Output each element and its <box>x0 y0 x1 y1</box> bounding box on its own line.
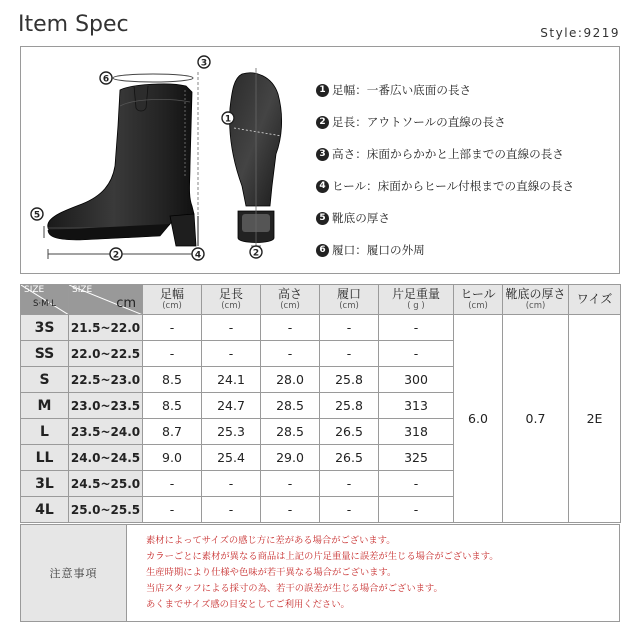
width-cell: - <box>143 341 202 367</box>
opening-cell: - <box>320 497 379 523</box>
note-line: カラーごとに素材が異なる商品は上記の片足重量に誤差が生じる場合がございます。 <box>146 551 499 562</box>
column-header: 足幅 (cm) <box>143 285 202 315</box>
height-cell: - <box>261 471 320 497</box>
weight-cell: - <box>379 497 454 523</box>
length-cell: - <box>202 341 261 367</box>
note-line: 素材によってサイズの感じ方に差がある場合がございます。 <box>146 535 396 546</box>
column-header: 片足重量 ( g ) <box>379 285 454 315</box>
length-cell: 25.3 <box>202 419 261 445</box>
size-cell: 3S <box>21 315 69 341</box>
wise-cell: 2E <box>569 315 621 523</box>
legend-item <box>316 106 636 138</box>
note-line: あくまでサイズ感の目安としてご利用ください。 <box>146 599 350 610</box>
callout-2-sole-label: 2 <box>252 248 260 259</box>
length-cell: 24.1 <box>202 367 261 393</box>
column-header: 靴底の厚さ (cm) <box>503 285 569 315</box>
length-cell: - <box>202 497 261 523</box>
length-cell: 24.7 <box>202 393 261 419</box>
table-row <box>21 315 621 341</box>
length-cell: - <box>202 315 261 341</box>
weight-cell: - <box>379 341 454 367</box>
opening-cell: - <box>320 315 379 341</box>
legend-item <box>316 234 636 266</box>
length-cell: - <box>202 471 261 497</box>
range-cell: 25.0~25.5 <box>69 497 143 523</box>
column-header: ワイズ <box>569 285 621 315</box>
weight-cell: - <box>379 471 454 497</box>
opening-cell: - <box>320 341 379 367</box>
sole-thickness-cell: 0.7 <box>503 315 569 523</box>
range-cell: 23.0~23.5 <box>69 393 143 419</box>
length-cell: 25.4 <box>202 445 261 471</box>
range-cell: 24.5~25.0 <box>69 471 143 497</box>
width-cell: 9.0 <box>143 445 202 471</box>
heel-cell: 6.0 <box>454 315 503 523</box>
range-cell: 22.5~23.0 <box>69 367 143 393</box>
weight-cell: 325 <box>379 445 454 471</box>
size-cell: M <box>21 393 69 419</box>
callout-6-label: 6 <box>102 74 110 85</box>
width-cell: - <box>143 471 202 497</box>
column-header: ヒール (cm) <box>454 285 503 315</box>
legend-item <box>316 138 636 170</box>
boot-illustration <box>20 46 320 274</box>
legend-text: 足長：アウトソールの直線の長さ <box>332 115 506 129</box>
opening-cell: - <box>320 471 379 497</box>
weight-cell: 313 <box>379 393 454 419</box>
notes-label: 注意事項 <box>21 525 127 621</box>
opening-cell: 25.8 <box>320 393 379 419</box>
page-title: Item Spec <box>18 12 129 37</box>
width-cell: - <box>143 315 202 341</box>
size-label-2: SIZE <box>72 285 93 295</box>
range-cell: 23.5~24.0 <box>69 419 143 445</box>
size-label: SIZE <box>24 285 45 295</box>
weight-cell: 318 <box>379 419 454 445</box>
callout-5-label: 5 <box>33 210 41 221</box>
legend-item <box>316 74 636 106</box>
measurement-legend <box>316 74 636 266</box>
notes-body <box>127 525 619 621</box>
range-cell: 22.0~22.5 <box>69 341 143 367</box>
width-cell: 8.5 <box>143 393 202 419</box>
boot-side-view <box>48 84 196 246</box>
height-cell: - <box>261 497 320 523</box>
number-badge-icon: 5 <box>316 212 329 225</box>
size-cm-header <box>69 285 143 315</box>
width-cell: 8.5 <box>143 367 202 393</box>
width-cell: 8.7 <box>143 419 202 445</box>
note-line: 当店スタッフによる採寸の為、若干の誤差が生じる場合がございます。 <box>146 583 443 594</box>
size-cell: SS <box>21 341 69 367</box>
legend-text: 靴底の厚さ <box>332 211 390 225</box>
size-cell: LL <box>21 445 69 471</box>
range-cell: 21.5~22.0 <box>69 315 143 341</box>
note-line: 生産時期により仕様や色味が若干異なる場合がございます。 <box>146 567 397 578</box>
size-sml-header <box>21 285 69 315</box>
opening-cell: 25.8 <box>320 367 379 393</box>
number-badge-icon: 4 <box>316 180 329 193</box>
width-cell: - <box>143 497 202 523</box>
height-cell: 28.5 <box>261 419 320 445</box>
callout-2-side-label: 2 <box>112 250 120 261</box>
column-header: 足長 (cm) <box>202 285 261 315</box>
column-header: 履口 (cm) <box>320 285 379 315</box>
height-cell: 28.5 <box>261 393 320 419</box>
height-cell: - <box>261 315 320 341</box>
size-cell: L <box>21 419 69 445</box>
height-cell: - <box>261 341 320 367</box>
height-cell: 29.0 <box>261 445 320 471</box>
style-number: Style:9219 <box>540 26 620 40</box>
range-cell: 24.0~24.5 <box>69 445 143 471</box>
size-cell: 3L <box>21 471 69 497</box>
sml-label: S·M·L <box>33 299 56 309</box>
number-badge-icon: 6 <box>316 244 329 257</box>
legend-text: 足幅：一番広い底面の長さ <box>332 83 472 97</box>
number-badge-icon: 1 <box>316 84 329 97</box>
callout-1-label: 1 <box>224 114 232 125</box>
legend-text: 高さ：床面からかかと上部までの直線の長さ <box>332 147 564 161</box>
weight-cell: 300 <box>379 367 454 393</box>
column-header: 高さ (cm) <box>261 285 320 315</box>
notes-panel <box>20 524 620 622</box>
opening-cell: 26.5 <box>320 419 379 445</box>
callout-4-label: 4 <box>194 250 202 261</box>
callout-3-label: 3 <box>200 58 208 69</box>
number-badge-icon: 3 <box>316 148 329 161</box>
legend-item <box>316 202 636 234</box>
size-cell: S <box>21 367 69 393</box>
size-cell: 4L <box>21 497 69 523</box>
legend-item <box>316 170 636 202</box>
legend-text: ヒール：床面からヒール付根までの直線の長さ <box>332 179 575 193</box>
legend-text: 履口：履口の外周 <box>332 243 425 257</box>
weight-cell: - <box>379 315 454 341</box>
number-badge-icon: 2 <box>316 116 329 129</box>
opening-cell: 26.5 <box>320 445 379 471</box>
cm-label: cm <box>116 296 136 311</box>
size-spec-table <box>20 284 621 523</box>
height-cell: 28.0 <box>261 367 320 393</box>
